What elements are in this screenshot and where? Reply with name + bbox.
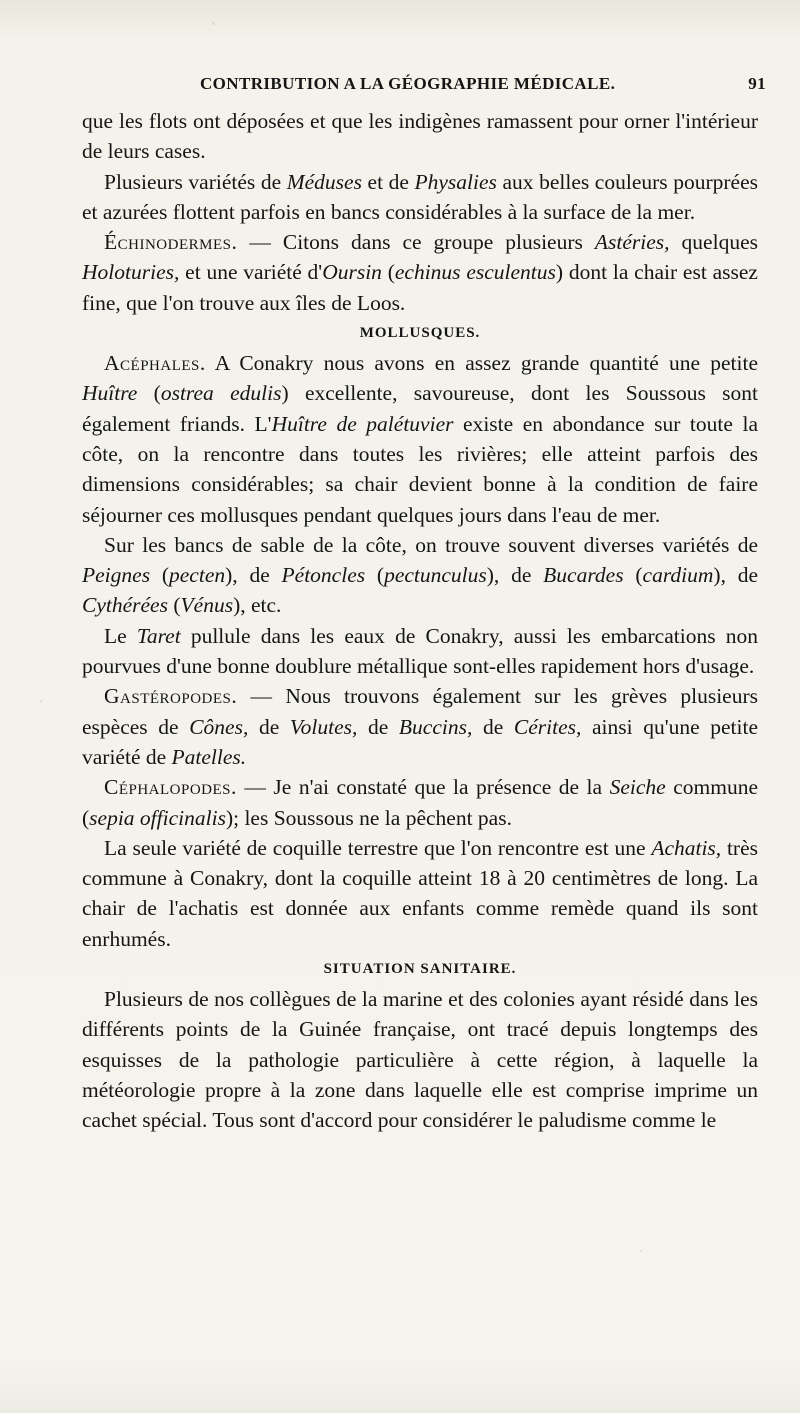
text-run: ), de (713, 563, 759, 588)
italic-term: sepia officinalis (89, 805, 226, 830)
paragraph-achatis (82, 833, 758, 954)
body-text (82, 106, 758, 1136)
italic-term: Cythérées (82, 593, 168, 618)
section-label: Céphalopodes. (104, 775, 237, 800)
text-run: ( (365, 563, 385, 588)
italic-term: Vénus (180, 593, 234, 618)
italic-term: Taret (136, 623, 181, 648)
paragraph-text: Plusieurs de nos collègues de la marine et des colonies ayant résidé dans les différents points de la Guinée française, ont tracé depuis longtemps des esquisses de la pathologie particulière à cette région, à laquelle la météorologie propre à la zone dans laquelle elle est comprise imprime un cachet spécial. Tous sont d'accord pour considérer le paludisme comme le (82, 987, 758, 1133)
section-label: Acéphales. (104, 351, 206, 376)
italic-term: Oursin (322, 260, 382, 285)
paragraph-cephalopodes (82, 772, 758, 833)
section-heading-mollusques: MOLLUSQUES. (359, 325, 481, 342)
text-run: Sur les bancs de sable de la côte, on trouve souvent diverses variétés de (104, 532, 758, 557)
italic-term: cardium (642, 563, 714, 588)
section-label: Gastéropodes. (104, 684, 238, 709)
text-run: quelques (669, 230, 758, 255)
text-run: existe en abondance sur toute la côte, on la rencontre dans toutes les rivières; elle atteint parfois des dimensions considérables; sa chair devient bonne à la condition de faire séjourner ces mollusques pendant quelques jours dans l'eau de mer. (82, 411, 758, 527)
italic-term: Astéries, (594, 230, 670, 255)
text-run: de (472, 714, 514, 739)
text-run: ( (167, 593, 181, 618)
paragraph-gasteropodes (82, 681, 758, 772)
text-run: ), etc. (233, 593, 282, 618)
paragraph-bancs-de-sable (82, 530, 758, 621)
italic-term: pecten (169, 563, 226, 588)
text-run: très commune à Conakry, dont la coquille atteint 18 à 20 centimètres de long. La chair de l'achatis est donnée aux enfants comme remède quand ils sont enrhumés. (82, 835, 759, 951)
text-run: aux belles couleurs pourprées et azurées flottent parfois en bancs considérables à la surface de la mer. (82, 169, 758, 224)
italic-term: Seiche (609, 775, 666, 800)
italic-term: Pétoncles (281, 563, 366, 588)
text-run: pullule dans les eaux de Conakry, aussi les embarcations non pourvues d'une bonne doublure métallique sont-elles rapidement hors d'usage. (82, 623, 758, 679)
text-run: ( (623, 563, 643, 588)
text-run: — Nous trouvons également sur les grèves plusieurs espèces de (82, 684, 758, 739)
italic-term: Physalies (414, 169, 497, 194)
paper-speck (40, 700, 42, 703)
italic-term: Méduses (286, 169, 362, 194)
italic-term: Holoturies, (82, 260, 180, 285)
italic-term: Huître (82, 381, 138, 406)
text-run: de (248, 714, 290, 739)
paper-speck (212, 22, 215, 25)
text-run: ( (150, 563, 170, 588)
text-run: ); les Soussous ne la pêchent pas. (225, 805, 512, 830)
section-heading-situation-sanitaire: SITUATION SANITAIRE. (323, 961, 517, 978)
paragraph-echinodermes (82, 227, 758, 318)
italic-term: Volutes, (289, 714, 358, 739)
text-run: et de (361, 169, 415, 194)
page-number: 91 (748, 74, 766, 93)
text-run: La seule variété de coquille terrestre que l'on rencontre est une (104, 835, 652, 860)
text-run: commune ( (82, 775, 758, 830)
text-run: Le (104, 623, 137, 648)
text-run: — Citons dans ce groupe plusieurs (237, 230, 595, 255)
italic-term: echinus esculentus (394, 260, 556, 285)
italic-term: ostrea edulis (160, 381, 282, 406)
italic-term: Patelles. (171, 744, 247, 769)
running-title: CONTRIBUTION A LA GÉOGRAPHIE MÉDICALE. (200, 74, 616, 93)
text-run: ( (381, 260, 395, 285)
text-run: ) dont la chair est assez fine, que l'on trouve aux îles de Loos. (82, 260, 758, 315)
italic-term: Huître de palétuvier (271, 411, 454, 436)
text-run: ainsi qu'une petite variété de (82, 714, 759, 769)
paragraph-text: que les flots ont déposées et que les indigènes ramassent pour orner l'intérieur de leurs cases. (82, 109, 758, 164)
italic-term: Buccins, (398, 714, 473, 739)
paragraph-acephales (82, 348, 758, 530)
text-run: ), de (225, 563, 282, 588)
text-run: ), de (486, 563, 544, 588)
italic-term: Bucardes (543, 563, 624, 588)
text-run: Plusieurs variétés de (104, 169, 287, 194)
italic-term: Cérites, (513, 714, 582, 739)
italic-term: Peignes (82, 563, 151, 588)
paper-speck (640, 1250, 642, 1252)
section-label: Échinodermes. (104, 230, 238, 255)
text-run: ) excellente, savoureuse, dont les Soussous sont également friands. L' (82, 381, 758, 436)
text-run: — Je n'ai constaté que la présence de la (236, 775, 610, 800)
text-run: et une variété d' (179, 260, 323, 285)
page-header (86, 74, 766, 100)
paragraph-meduses (82, 167, 758, 228)
text-run: A Conakry nous avons en assez grande quantité une petite (205, 351, 758, 376)
italic-term: Cônes, (189, 714, 249, 739)
paragraph-taret (82, 621, 758, 682)
text-run: ( (137, 381, 161, 406)
italic-term: Achatis, (651, 835, 722, 860)
paragraph-1 (82, 106, 758, 167)
text-run: de (357, 714, 399, 739)
italic-term: pectunculus (384, 563, 487, 588)
paragraph-situation (82, 984, 758, 1135)
